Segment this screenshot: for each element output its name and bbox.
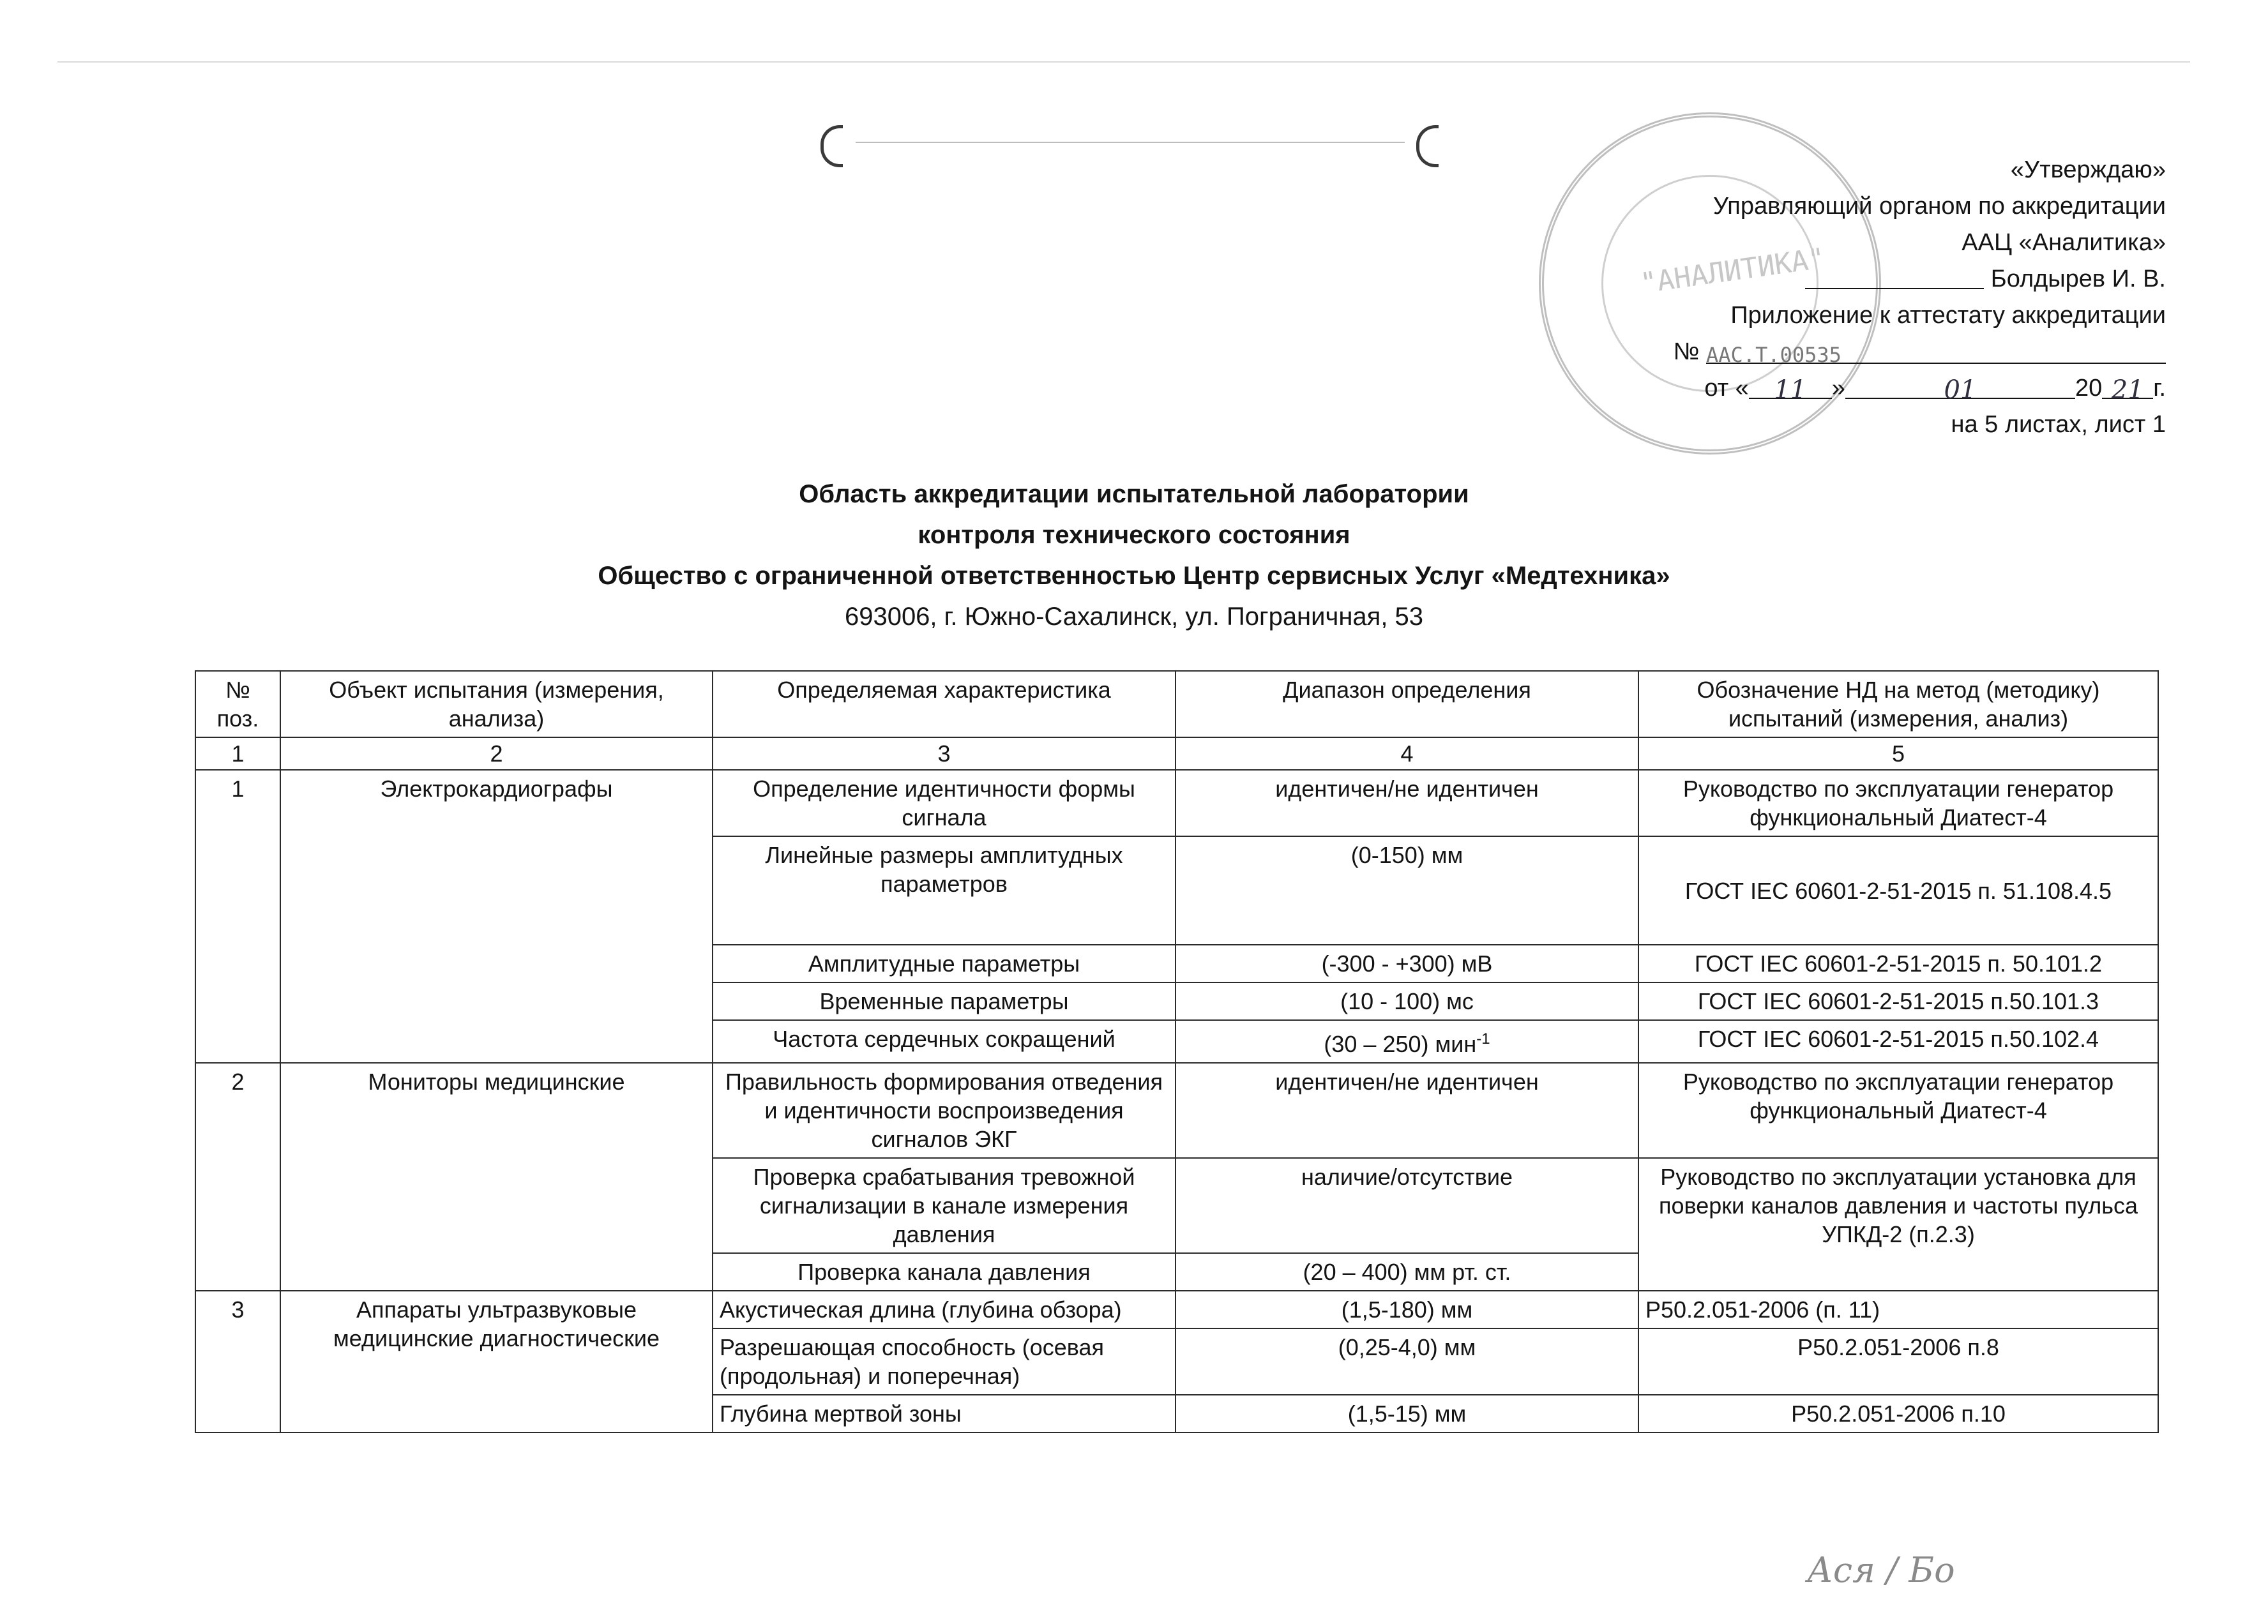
heading-address: 693006, г. Южно-Сахалинск, ул. Пограничная, 53: [844, 603, 1424, 631]
scan-edge-line: [57, 61, 2190, 63]
method-cell: Р50.2.051-2006 п.8: [1638, 1328, 2158, 1395]
approval-role: Управляющий органом по аккредитации: [1712, 193, 2166, 220]
range-cell: наличие/отсутствие: [1176, 1158, 1638, 1253]
binder-line: [856, 142, 1405, 143]
table-row: [195, 1291, 2158, 1328]
binder-hole-left: [820, 125, 843, 167]
range-cell: (0-150) мм: [1176, 836, 1638, 945]
heading-line-2: контроля технического состояния: [918, 521, 1350, 549]
method-cell: ГОСТ IEC 60601-2-51-2015 п. 51.108.4.5: [1638, 836, 2158, 945]
characteristic-cell: Глубина мертвой зоны: [713, 1395, 1176, 1432]
header-cell: Объект испытания (измерения, анализа): [280, 671, 713, 737]
approval-signatory: Болдырев И. В.: [1990, 266, 2166, 292]
method-cell: Руководство по эксплуатации генератор функциональный Диатест-4: [1638, 1063, 2158, 1158]
characteristic-cell: Временные параметры: [713, 982, 1176, 1020]
handwritten-signature: Ася / Бо: [1807, 1550, 1955, 1590]
range-cell: [1176, 1020, 1638, 1063]
range-cell: идентичен/не идентичен: [1176, 1063, 1638, 1158]
column-number: 2: [280, 737, 713, 770]
characteristic-cell: Амплитудные параметры: [713, 945, 1176, 982]
method-cell: Р50.2.051-2006 п.10: [1638, 1395, 2158, 1432]
range-cell: (1,5-180) мм: [1176, 1291, 1638, 1328]
range-cell: (0,25-4,0) мм: [1176, 1328, 1638, 1395]
approval-block: [1336, 152, 2166, 443]
heading-line-1: Область аккредитации испытательной лаборатории: [799, 480, 1469, 508]
approval-number: ААС.Т.00535: [1706, 337, 2166, 364]
method-cell: ГОСТ IEC 60601-2-51-2015 п. 50.101.2: [1638, 945, 2158, 982]
date-day-suffix: »: [1831, 375, 1845, 402]
range-value: (30 – 250) мин: [1324, 1031, 1477, 1057]
column-number: 4: [1176, 737, 1638, 770]
characteristic-cell: Проверка срабатывания тревожной сигнализации в канале измерения давления: [713, 1158, 1176, 1253]
characteristic-cell: Линейные размеры амплитудных параметров: [713, 836, 1176, 945]
characteristic-cell: Проверка канала давления: [713, 1253, 1176, 1291]
approval-date-line: [1336, 370, 2166, 407]
approval-org: ААЦ «Аналитика»: [1962, 229, 2166, 256]
object-cell: Электрокардиографы: [280, 770, 713, 1063]
method-cell: Руководство по эксплуатации установка для поверки каналов давления и частоты пульса УПКД-2 (п.2.3): [1638, 1158, 2158, 1291]
range-cell: идентичен/не идентичен: [1176, 770, 1638, 836]
approval-signatory-line: [1336, 261, 2166, 297]
approval-number-line: [1336, 334, 2166, 370]
object-cell: Аппараты ультразвуковые медицинские диагностические: [280, 1291, 713, 1432]
column-number: 5: [1638, 737, 2158, 770]
header-cell: № поз.: [195, 671, 280, 737]
approval-title: «Утверждаю»: [2010, 156, 2166, 183]
position-cell: 1: [195, 770, 280, 1063]
characteristic-cell: Частота сердечных сокращений: [713, 1020, 1176, 1063]
heading-line-3: Общество с ограниченной ответственностью Центр сервисных Услуг «Медтехника»: [598, 562, 1670, 590]
characteristic-cell: Разрешающая способность (осевая (продольная) и поперечная): [713, 1328, 1176, 1395]
method-cell: ГОСТ IEC 60601-2-51-2015 п.50.101.3: [1638, 982, 2158, 1020]
characteristic-cell: Правильность формирования отведения и идентичности воспроизведения сигналов ЭКГ: [713, 1063, 1176, 1158]
range-cell: (10 - 100) мс: [1176, 982, 1638, 1020]
date-year-suffix: г.: [2153, 375, 2166, 402]
seal-stamp-text: "АНАЛИТИКА": [1638, 241, 1827, 301]
characteristic-cell: Акустическая длина (глубина обзора): [713, 1291, 1176, 1328]
position-cell: 3: [195, 1291, 280, 1432]
accreditation-table: [195, 670, 2159, 1433]
table-header-row: [195, 671, 2158, 737]
table-row: [195, 770, 2158, 836]
header-cell: Диапазон определения: [1176, 671, 1638, 737]
table-row: [195, 1063, 2158, 1158]
column-number: 3: [713, 737, 1176, 770]
range-cell: (20 – 400) мм рт. ст.: [1176, 1253, 1638, 1291]
header-cell: Определяемая характеристика: [713, 671, 1176, 737]
column-number-row: [195, 737, 2158, 770]
column-number: 1: [195, 737, 280, 770]
date-prefix: от «: [1704, 375, 1749, 402]
range-exponent: -1: [1476, 1030, 1490, 1048]
date-year-prefix: 20: [2075, 375, 2103, 402]
object-cell: Мониторы медицинские: [280, 1063, 713, 1291]
document-heading: [0, 474, 2268, 637]
range-cell: (-300 - +300) мВ: [1176, 945, 1638, 982]
header-cell: Обозначение НД на метод (методику) испытаний (измерения, анализ): [1638, 671, 2158, 737]
signature-field: [1805, 262, 1984, 289]
method-cell: Руководство по эксплуатации генератор функциональный Диатест-4: [1638, 770, 2158, 836]
approval-number-prefix: №: [1673, 338, 1700, 365]
date-month: 01: [1845, 372, 2075, 399]
approval-sheets: на 5 листах, лист 1: [1951, 411, 2166, 438]
approval-annex: Приложение к аттестату аккредитации: [1730, 302, 2166, 329]
position-cell: 2: [195, 1063, 280, 1291]
range-cell: (1,5-15) мм: [1176, 1395, 1638, 1432]
method-cell: Р50.2.051-2006 (п. 11): [1638, 1291, 2158, 1328]
date-year: 21: [2102, 372, 2153, 399]
date-day: 11: [1749, 372, 1832, 399]
method-cell: ГОСТ IEC 60601-2-51-2015 п.50.102.4: [1638, 1020, 2158, 1063]
characteristic-cell: Определение идентичности формы сигнала: [713, 770, 1176, 836]
